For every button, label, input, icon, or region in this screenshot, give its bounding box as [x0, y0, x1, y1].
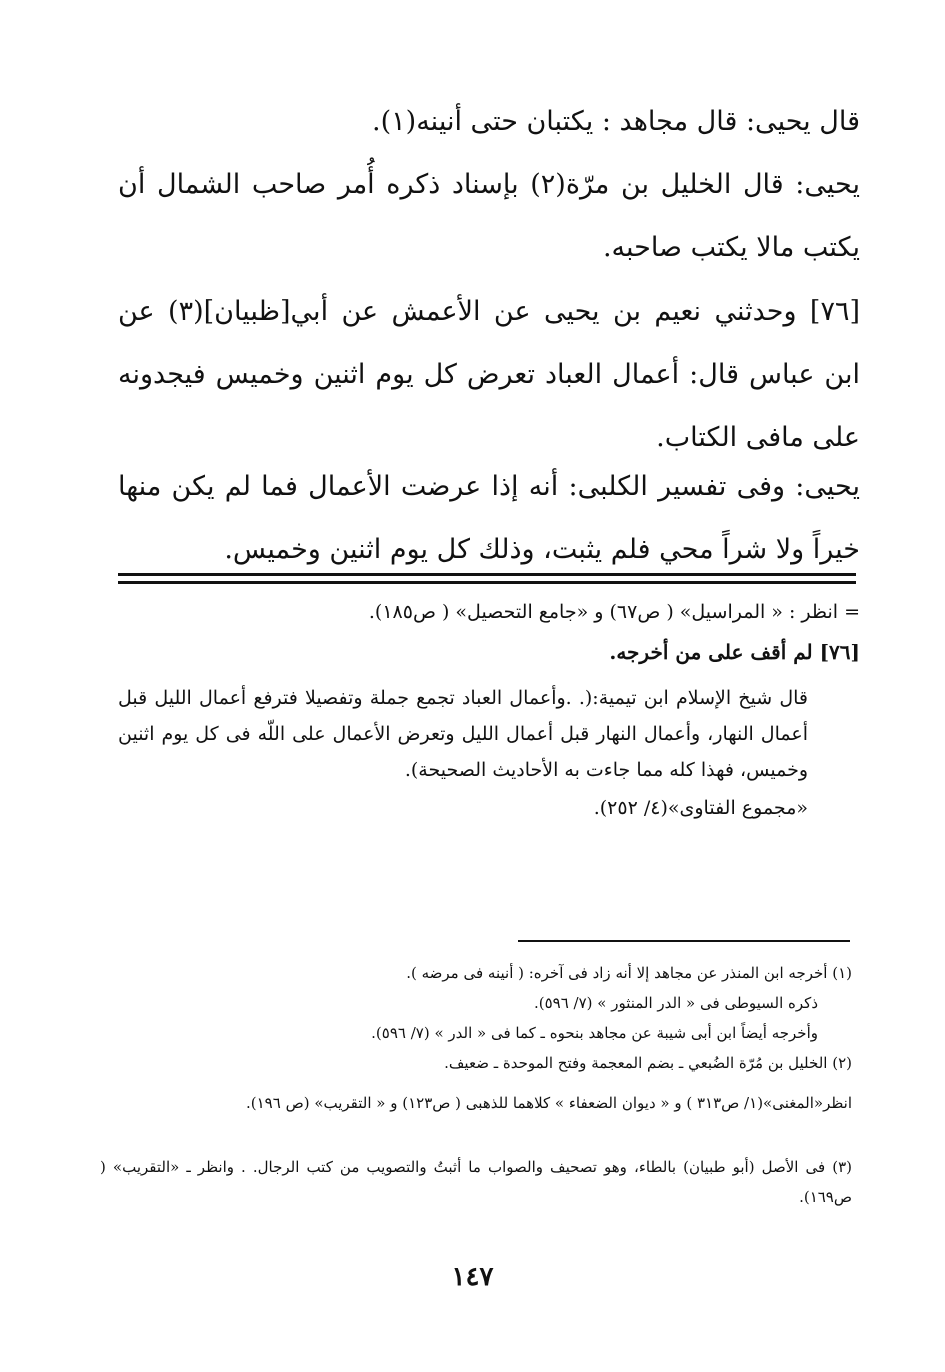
footnote-2: (٢) الخليل بن مُرّة الضُبعي ـ بضم المعجمة وفتح الموحدة ـ ضعيف.: [444, 1054, 852, 1072]
body-paragraph-3: [٧٦] وحدثني نعيم بن يحيى عن الأعمش عن أبي[ظبيان](٣) عن ابن عباس قال: أعمال العباد تعرض كل يوم اثنين وخميس فيجدونه على مافى الكتاب.: [118, 296, 860, 453]
page-number: ١٤٧: [451, 1262, 494, 1292]
note-ibn-taymiyya-quote: قال شيخ الإسلام ابن تيمية:(. .وأعمال العباد تجمع جملة وتفصيلا فترفع أعمال الليل قبل أعمال النهار، وأعمال النهار قبل أعمال الليل وتعرض الأعمال على اللّه فى كل يوم اثنين وخميس، فهذا كله مما جاءت به الأحاديث الصحيحة).: [118, 687, 808, 781]
double-rule-top: [118, 573, 856, 576]
footnote-3: (٣) فى الأصل (أبو طبيان) بالطاء، وهو تصحيف والصواب ما أثبتُ والتصويب من كتب الرجال. . وانظر ـ «التقريب» ( ص١٦٩).: [100, 1158, 852, 1206]
footnote-2-sources: انظر«المغنى»(١/ ص٣١٣ ) و « ديوان الضعفاء » كلاهما للذهبى ( ص١٢٣) و « التقريب» (ص ١٩٦).: [246, 1094, 852, 1112]
double-rule-bottom: [118, 581, 856, 584]
footnote-1-line-3: وأخرجه أيضاً ابن أبى شيبة عن مجاهد بنحوه ـ كما فى « الدر » (٧/ ٥٩٦).: [371, 1024, 818, 1042]
note-heading-76: [٧٦] لم أقف على من أخرجه.: [609, 640, 860, 664]
footnote-1-line-2: ذكره السيوطى فى « الدر المنثور » (٧/ ٥٩٦).: [533, 994, 818, 1012]
note-reference: «مجموع الفتاوى»(٤/ ٢٥٢).: [593, 797, 808, 819]
body-paragraph-4: يحيى: وفى تفسير الكلبى: أنه إذا عرضت الأعمال فما لم يكن منها خيراً ولا شراً محي فلم يثبت، وذلك كل يوم اثنين وخميس.: [118, 471, 860, 565]
footnote-rule: [518, 940, 850, 942]
note-continuation: = انظر : « المراسيل» ( ص٦٧) و «جامع التحصيل» ( ص١٨٥).: [368, 601, 860, 623]
body-paragraph-1: قال يحيى: قال مجاهد : يكتبان حتى أنينه(١).: [372, 106, 860, 137]
body-paragraph-2: يحيى: قال الخليل بن مرّة(٢) بإسناد ذكره أُمر صاحب الشمال أن يكتب مالا يكتب صاحبه.: [118, 169, 861, 263]
footnote-1: (١) أخرجه ابن المنذر عن مجاهد إلا أنه زاد فى آخره: ( أنينه فى مرضه ).: [406, 964, 852, 982]
